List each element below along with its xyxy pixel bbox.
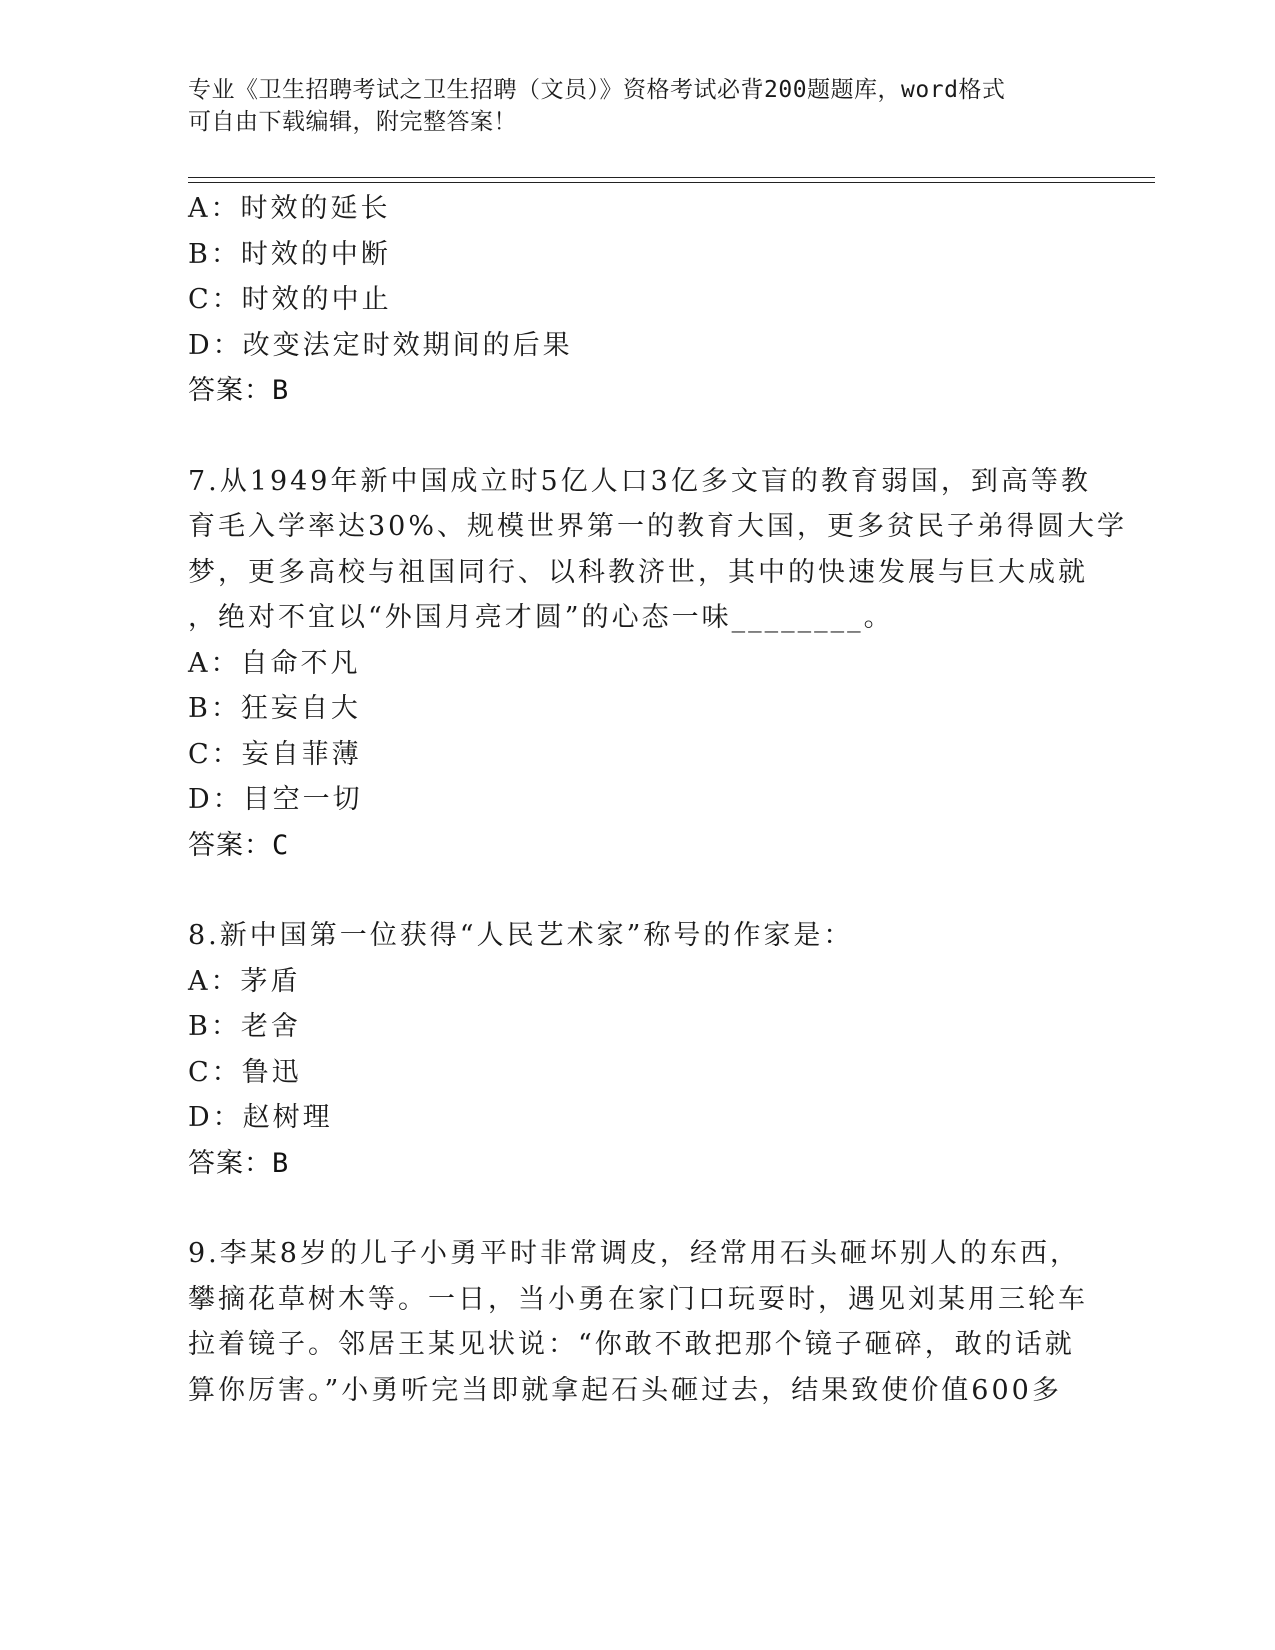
q8-option-d: D：赵树理 <box>188 1102 333 1133</box>
q9-stem-line-4: 算你厉害。”小勇听完当即就拿起石头砸过去，结果致使价值600多 <box>188 1374 1062 1406</box>
question-6 <box>188 186 1088 414</box>
question-7 <box>188 459 1128 869</box>
spacer <box>188 1186 1088 1231</box>
q9-stem-line-3: 拉着镜子。邻居王某见状说：“你敢不敢把那个镜子砸碎，敢的话就 <box>188 1329 1075 1360</box>
q8-stem-line-1: 8.新中国第一位获得“人民艺术家”称号的作家是： <box>188 920 854 951</box>
q7-answer: 答案：C <box>188 829 290 861</box>
q8-option-b: B：老舍 <box>188 1011 301 1042</box>
q6-option-c: C：时效的中止 <box>188 284 392 315</box>
q8-option-c: C：鲁迅 <box>188 1056 302 1088</box>
header-divider <box>188 177 1155 183</box>
header-line-2: 可自由下载编辑，附完整答案！ <box>188 109 517 135</box>
page-header <box>188 74 1068 138</box>
q7-stem-line-2: 育毛入学率达30%、规模世界第一的教育大国，更多贫民子弟得圆大学 <box>188 511 1128 542</box>
spacer <box>188 414 1088 459</box>
question-9 <box>188 1231 1088 1413</box>
q7-stem-line-4: ，绝对不宜以“外国月亮才圆”的心态一味________。 <box>188 602 894 633</box>
header-line-1: 专业《卫生招聘考试之卫生招聘（文员）》资格考试必背200题题库，word格式 <box>188 77 1006 103</box>
question-8 <box>188 913 1088 1186</box>
q7-option-b: B：狂妄自大 <box>188 693 361 724</box>
q8-option-a: A：茅盾 <box>188 965 301 997</box>
q7-option-d: D：目空一切 <box>188 784 363 815</box>
q6-option-d: D：改变法定时效期间的后果 <box>188 329 573 361</box>
q9-stem-line-1: 9.李某8岁的儿子小勇平时非常调皮，经常用石头砸坏别人的东西， <box>188 1238 1080 1269</box>
q9-stem-line-2: 攀摘花草树木等。一日，当小勇在家门口玩耍时，遇见刘某用三轮车 <box>188 1283 1088 1315</box>
spacer <box>188 868 1088 913</box>
q6-answer: 答案：B <box>188 375 290 406</box>
question-content <box>188 186 1128 1413</box>
q7-stem-line-1: 7.从1949年新中国成立时5亿人口3亿多文盲的教育弱国，到高等教 <box>188 465 1091 497</box>
q8-answer: 答案：B <box>188 1147 290 1179</box>
q7-option-a: A：自命不凡 <box>188 647 361 679</box>
q6-option-a: A：时效的延长 <box>188 193 391 224</box>
q7-stem-line-3: 梦，更多高校与祖国同行、以科教济世，其中的快速发展与巨大成就 <box>188 556 1088 588</box>
q6-option-b: B：时效的中断 <box>188 238 391 270</box>
q7-option-c: C：妄自菲薄 <box>188 738 362 770</box>
